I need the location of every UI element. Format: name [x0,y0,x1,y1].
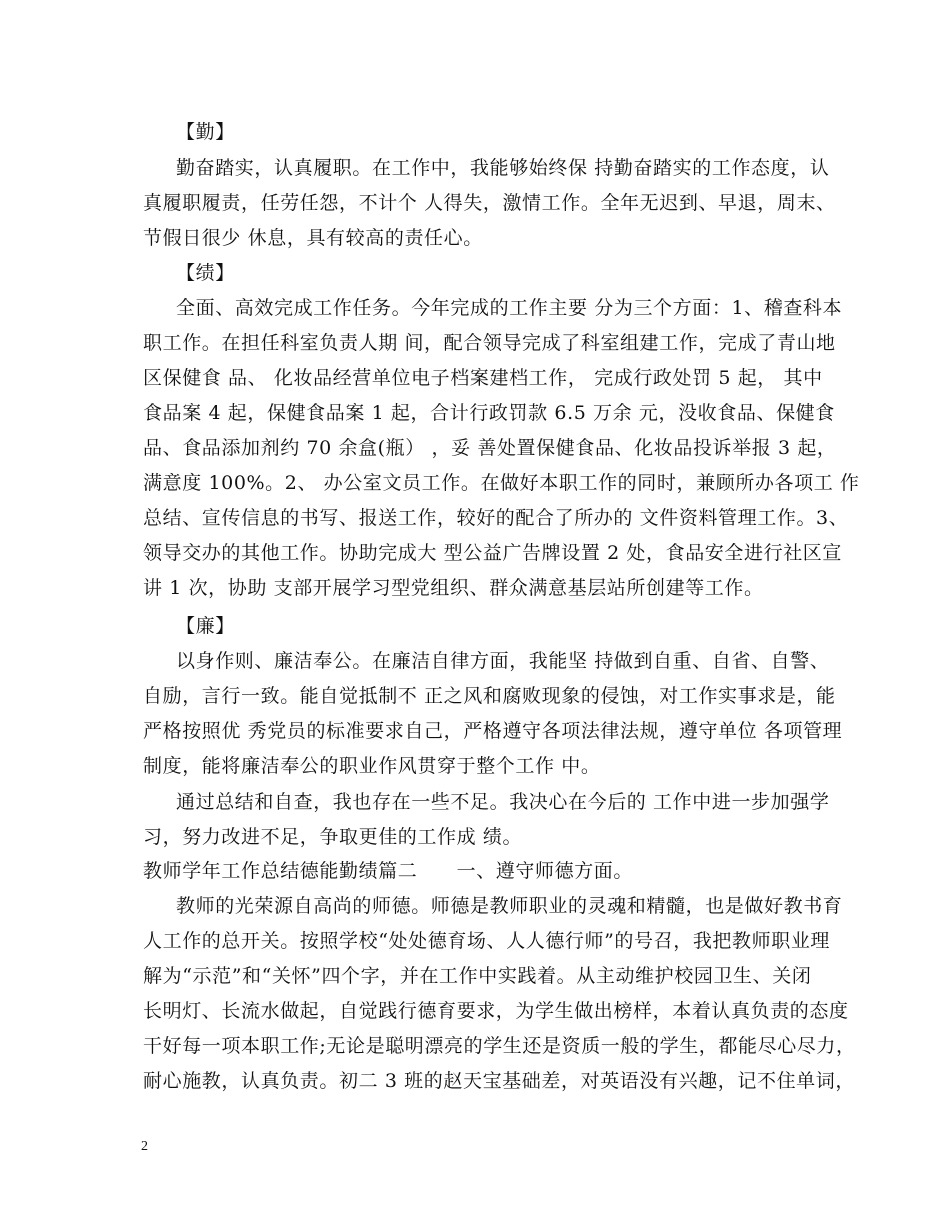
text-line: 总结、宣传信息的书写、报送工作，较好的配合了所办的 文件资料管理工作。3、 [143,507,849,529]
section-heading-ji: 【绩】 [176,262,235,284]
text-line: 习，努力改进不足，争取更佳的工作成 绩。 [143,826,523,848]
text-line: 解为“示范”和“关怀”四个字，并在工作中实践着。从主动维护校园卫生、关闭 [143,965,812,987]
text-line: 人工作的总开关。按照学校“处处德育场、人人德行师”的号召，我把教师职业理 [143,930,831,952]
page-number: 2 [141,1139,148,1154]
text-line: 严格按照优 秀党员的标准要求自己，严格遵守各项法律法规，遵守单位 各项管理 [143,720,843,742]
section-heading-qin: 【勤】 [176,121,235,143]
article-subtitle: 教师学年工作总结德能勤绩篇二 一、遵守师德方面。 [143,860,634,882]
text-line: 长明灯、长流水做起，自觉践行德育要求，为学生做出榜样，本着认真负责的态度 [143,1000,849,1022]
text-line: 通过总结和自查，我也存在一些不足。我决心在今后的 工作中进一步加强学 [176,791,830,813]
text-line: 勤奋踏实，认真履职。在工作中，我能够始终保 持勤奋踏实的工作态度，认 [176,157,830,179]
text-line: 真履职履责，任劳任怨，不计个 人得失，激情工作。全年无迟到、早退，周末、 [143,192,836,214]
text-line: 耐心施教，认真负责。初二 3 班的赵天宝基础差，对英语没有兴趣，记不住单词， [143,1070,855,1092]
section-heading-lian: 【廉】 [176,615,235,637]
text-line: 制度，能将廉洁奉公的职业作风贯穿于整个工作 中。 [143,755,601,777]
text-line: 满意度 100%。2、 办公室文员工作。在做好本职工作的同时，兼顾所办各项工 作 [143,472,860,494]
text-line: 讲 1 次，协助 支部开展学习型党组织、群众满意基层站所创建等工作。 [143,577,764,599]
text-line: 品、食品添加剂约 70 余盒(瓶） ，妥 善处置保健食品、化妆品投诉举报 3 起， [143,437,837,459]
text-line: 节假日很少 休息，具有较高的责任心。 [143,227,483,249]
text-line: 领导交办的其他工作。协助完成大 型公益广告牌设置 2 处，食品安全进行社区宣 [143,542,843,564]
text-line: 教师的光荣源自高尚的师德。师德是教师职业的灵魂和精髓，也是做好教书育 [176,895,843,917]
text-line: 干好每一项本职工作;无论是聪明漂亮的学生还是资质一般的学生，都能尽心尽力， [143,1035,856,1057]
text-line: 区保健食 品、 化妆品经营单位电子档案建档工作， 完成行政处罚 5 起， 其中 [143,367,823,389]
text-line: 以身作则、廉洁奉公。在廉洁自律方面，我能坚 持做到自重、自省、自警、 [176,650,830,672]
text-line: 全面、高效完成工作任务。今年完成的工作主要 分为三个方面：1、稽查科本 [176,297,843,319]
text-line: 职工作。在担任科室负责人期 间，配合领导完成了科室组建工作，完成了青山地 [143,332,836,354]
text-line: 食品案 4 起，保健食品案 1 起，合计行政罚款 6.5 万余 元，没收食品、保健食 [143,402,835,424]
text-line: 自励，言行一致。能自觉抵制不 正之风和腐败现象的侵蚀，对工作实事求是，能 [143,685,836,707]
